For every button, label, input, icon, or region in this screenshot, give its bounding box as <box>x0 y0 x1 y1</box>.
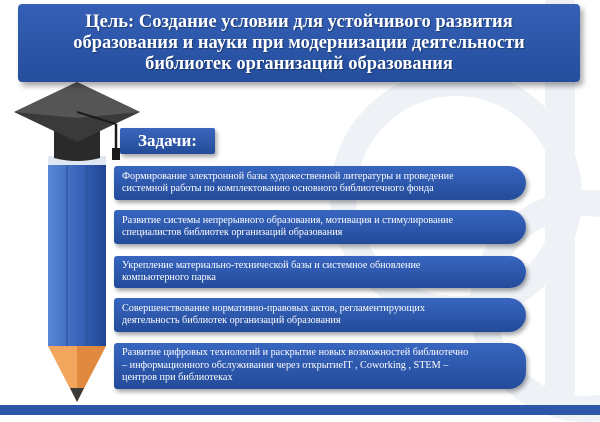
goal-title-line: образования и науки при модернизации деятельности <box>73 32 525 53</box>
task-box-3 <box>114 256 526 288</box>
task-text-line: Развитие цифровых технологий и раскрытие новых возможностей библиотечно <box>122 347 469 359</box>
task-text-line: деятельность библиотек организаций образования <box>122 315 341 326</box>
goal-title-line: Цель: Создание условии для устойчивого развития <box>85 11 513 32</box>
task-text-line: Формирование электронной базы художественной литературы и проведение <box>122 170 454 182</box>
tasks-heading: Задачи: <box>120 128 215 154</box>
task-text-line: компьютерного парка <box>122 272 216 283</box>
task-box-5 <box>114 343 526 389</box>
task-box-4 <box>114 298 526 332</box>
task-text-line: центров при библиотеках <box>122 372 233 384</box>
goal-title-line: библиотек организаций образования <box>145 53 453 74</box>
task-text-line: Укрепление материально-технической базы и системное обновление <box>122 259 421 271</box>
task-box-1 <box>114 166 526 200</box>
task-text-line: специалистов библиотек организаций образования <box>122 227 343 238</box>
goal-title-banner <box>18 4 580 82</box>
pencil-icon <box>48 156 106 402</box>
task-text-line: системной работы по комплектованию основного библиотечного фонда <box>122 183 434 194</box>
task-box-2 <box>114 210 526 244</box>
task-text-line: Развитие системы непрерывного образования, мотивация и стимулирование <box>122 214 453 226</box>
task-text-line: – информационного обслуживания через открытиеIT , Coworking , STEM – <box>122 359 449 371</box>
task-text-line: Совершенствование нормативно-правовых актов, регламентирующих <box>122 302 425 314</box>
